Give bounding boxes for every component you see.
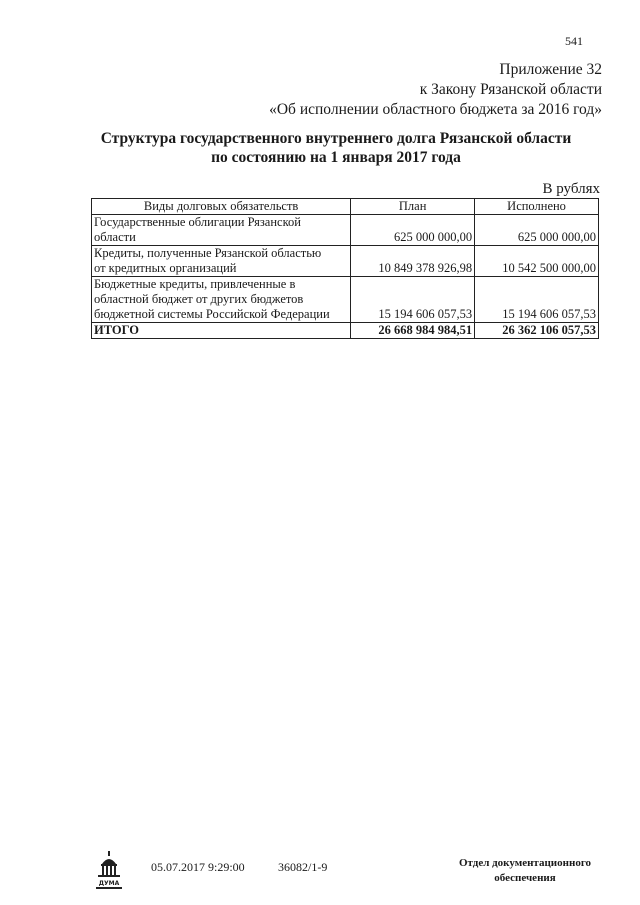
- row-name-line: от кредитных организаций: [94, 261, 237, 275]
- total-label: ИТОГО: [92, 323, 351, 339]
- row-name-line: Бюджетные кредиты, привлеченные в: [94, 277, 296, 291]
- row-name-line: областной бюджет от других бюджетов: [94, 292, 304, 306]
- row-name-line: Государственные облигации Рязанской: [94, 215, 301, 229]
- row-name: [92, 277, 351, 323]
- appendix-line-1: Приложение 32: [499, 61, 602, 78]
- total-plan: 26 668 984 984,51: [351, 323, 475, 339]
- total-done: 26 362 106 057,53: [475, 323, 599, 339]
- title-line-1: Структура государственного внутреннего долга Рязанской области: [100, 130, 572, 147]
- appendix-line-3: «Об исполнении областного бюджета за 2016 год»: [269, 101, 602, 118]
- appendix-header: [269, 60, 602, 120]
- row-done: 10 542 500 000,00: [475, 246, 599, 277]
- appendix-line-2: к Закону Рязанской области: [419, 81, 602, 98]
- logo-text: ДУМА: [98, 880, 120, 887]
- unit-label: В рублях: [542, 181, 600, 197]
- page-number: 541: [565, 34, 583, 48]
- row-name-line: области: [94, 230, 136, 244]
- row-name: [92, 215, 351, 246]
- footer-dept-line-1: Отдел документационного: [458, 857, 592, 869]
- footer-doc-code: 36082/1-9: [278, 860, 328, 874]
- footer-department: [440, 856, 610, 886]
- total-row: [92, 323, 599, 339]
- footer-dept-line-2: обеспечения: [494, 872, 556, 884]
- duma-building-icon: [95, 850, 123, 890]
- table-row: [92, 246, 599, 277]
- header-plan: План: [351, 199, 475, 215]
- row-plan: 625 000 000,00: [351, 215, 475, 246]
- header-debt-type: Виды долговых обязательств: [92, 199, 351, 215]
- document-title: [0, 129, 640, 167]
- row-plan: 10 849 378 926,98: [351, 246, 475, 277]
- table-row: [92, 277, 599, 323]
- row-name-line: бюджетной системы Российской Федерации: [94, 307, 330, 321]
- footer-date: 05.07.2017 9:29:00: [151, 860, 245, 874]
- table-row: [92, 215, 599, 246]
- debt-table: [91, 198, 599, 339]
- row-done: 625 000 000,00: [475, 215, 599, 246]
- header-done: Исполнено: [475, 199, 599, 215]
- title-line-2: по состоянию на 1 января 2017 года: [211, 149, 461, 166]
- row-name-line: Кредиты, полученные Рязанской областью: [94, 246, 322, 260]
- row-name: [92, 246, 351, 277]
- row-plan: 15 194 606 057,53: [351, 277, 475, 323]
- table-header-row: [92, 199, 599, 215]
- row-done: 15 194 606 057,53: [475, 277, 599, 323]
